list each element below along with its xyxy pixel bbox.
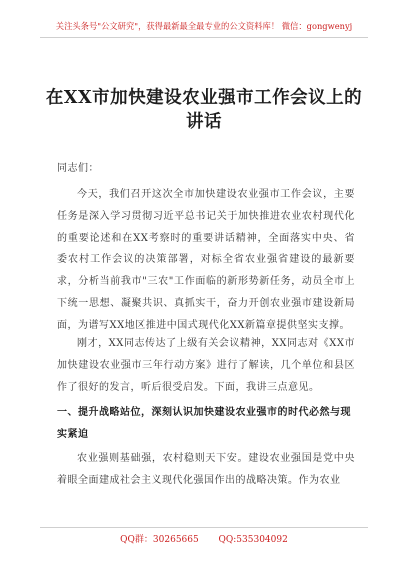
qq-group-label: QQ群：30265665 <box>120 535 199 545</box>
promo-banner: 关注头条号"公文研究"，获得最新最全最专业的公文资料库！ 微信：gongwenyj <box>55 21 353 31</box>
paragraph-3: 农业强则基础强，农村稳则天下安。建设农业强国是党中央着眼全面建成社会主义现代化强国作出的战略决策。作为农业 <box>57 453 355 486</box>
qq-contact-label: QQ:535304092 <box>218 535 288 545</box>
footer-divider <box>40 527 368 528</box>
header-divider <box>40 37 368 38</box>
document-title <box>40 86 368 134</box>
title-line-1: 在XX市加快建设农业强市工作会议上的 <box>45 88 363 108</box>
page-footer <box>0 533 408 547</box>
title-line-2: 讲话 <box>186 112 222 132</box>
greeting: 同志们： <box>57 163 99 174</box>
section-heading-1: 一、提升战略站位，深刻认识加快建设农业强市的时代必然与现实紧迫 <box>57 407 351 440</box>
paragraph-1: 今天，我们召开这次全市加快建设农业强市工作会议，主要任务是深入学习贯彻习近平总书记关于加快推进农业农村现代化的重要论述和在XX考察时的重要讲话精神，全面落实中央、省委农村工作会议的决策部署，对标全省农业强省建设的最新要求，分析当前我市"三农"工作面临的新形势新任务，动员全市上下统一思想、凝聚共识、真抓实干，奋力开创农业强市建设新局面，为谱写XX地区推进中国式现代化XX新篇章提供坚实支撑。 <box>57 189 355 331</box>
paragraph-2: 刚才，XX同志传达了上级有关会议精神，XX同志对《XX市加快建设农业强市三年行动方案》进行了解读，几个单位和县区作了很好的发言，听后很受启发。下面，我讲三点意见。 <box>57 338 355 393</box>
